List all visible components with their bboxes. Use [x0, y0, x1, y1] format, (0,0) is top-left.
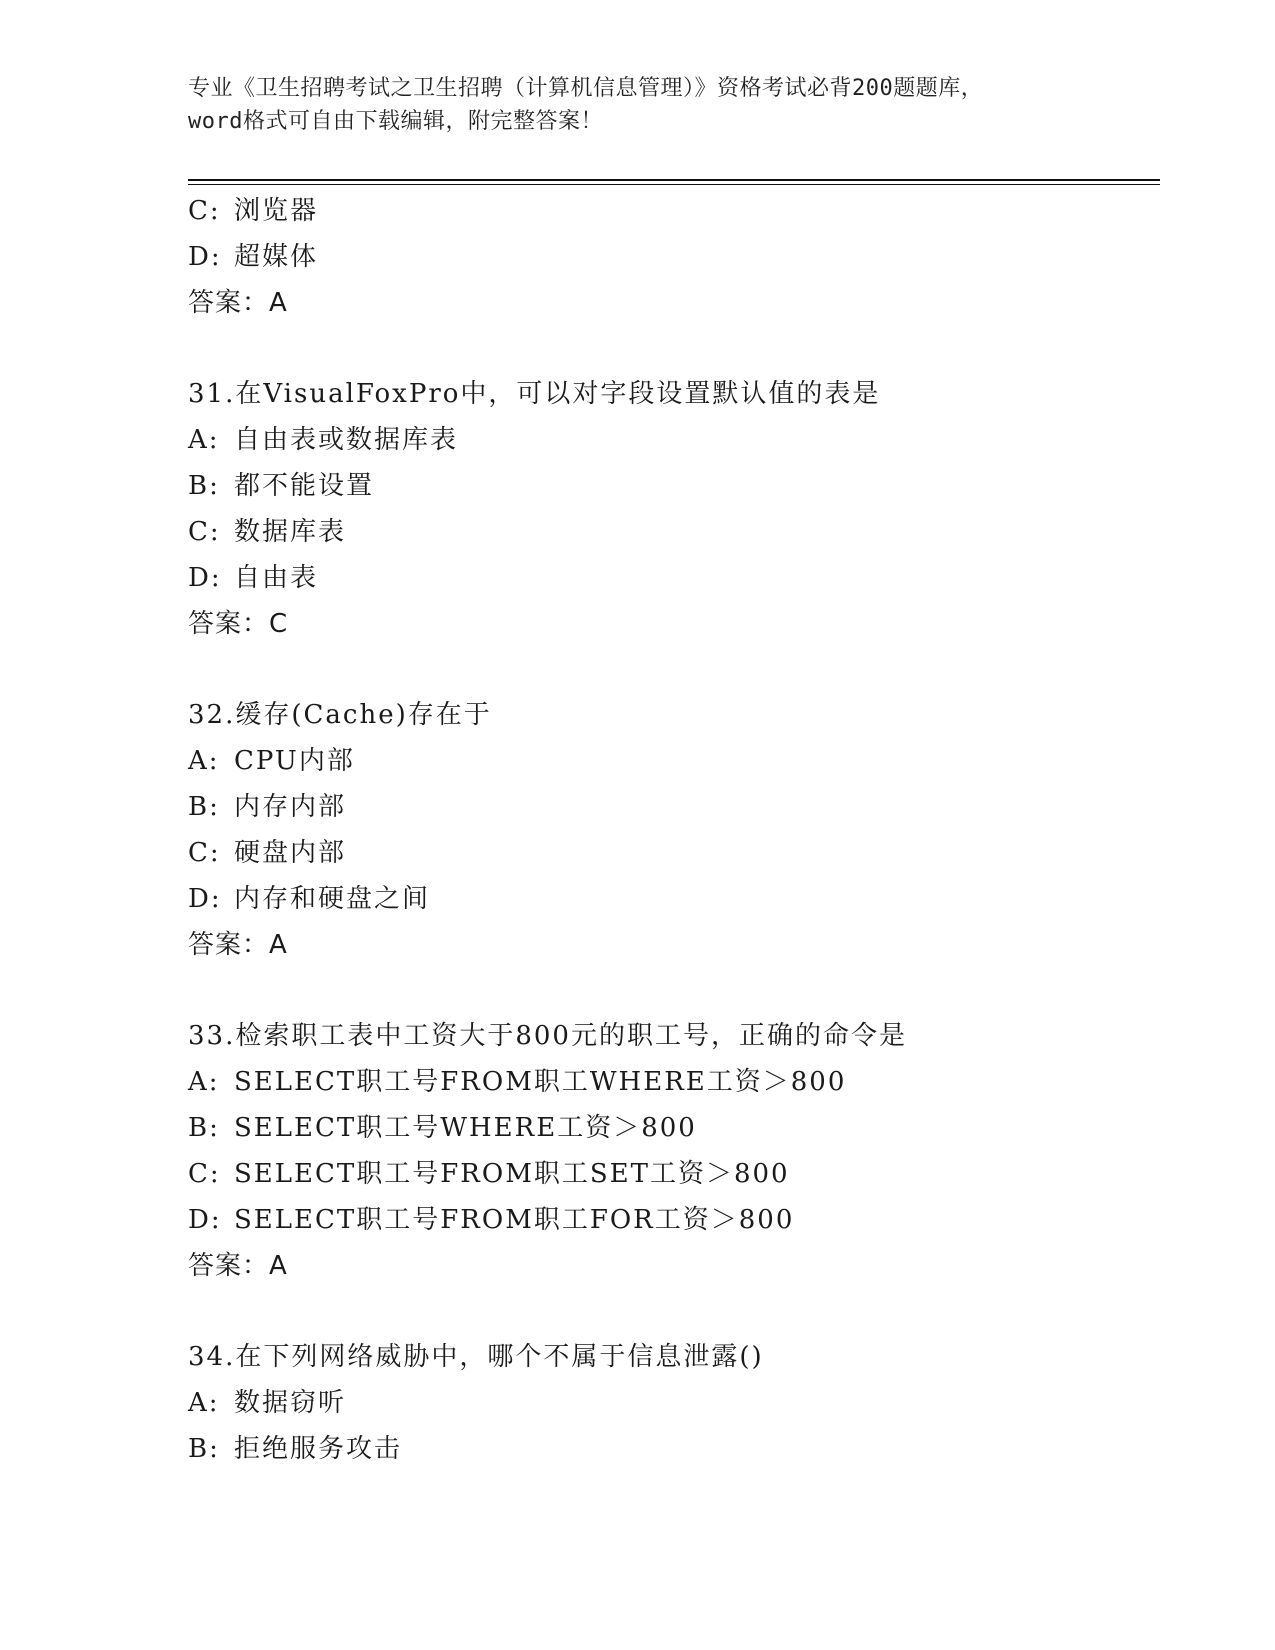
option-key: A:: [188, 1388, 220, 1418]
option-key: D:: [188, 884, 222, 914]
option-key: A:: [188, 746, 220, 776]
question-stem: 31.在VisualFoxPro中，可以对字段设置默认值的表是: [188, 379, 881, 409]
option-text: 硬盘内部: [234, 838, 347, 868]
option-text: SELECT职工号FROM职工SET工资＞800: [234, 1159, 790, 1189]
option-text: 浏览器: [234, 196, 319, 226]
question-32: [188, 692, 1168, 968]
option-line: [188, 1426, 1168, 1472]
option-key: A:: [188, 1067, 220, 1097]
option-line: [188, 1151, 1168, 1197]
option-line: [188, 234, 1168, 280]
header-line-2: word格式可自由下载编辑，附完整答案！: [188, 109, 603, 134]
option-line: [188, 784, 1168, 830]
answer-line: 答案：A: [188, 930, 288, 960]
option-key: D:: [188, 242, 222, 272]
option-text: 内存和硬盘之间: [234, 884, 431, 914]
question-stem: 34.在下列网络威胁中，哪个不属于信息泄露(): [188, 1342, 764, 1372]
question-stem: 33.检索职工表中工资大于800元的职工号，正确的命令是: [188, 1021, 907, 1051]
option-key: B:: [188, 792, 220, 822]
option-line: [188, 1380, 1168, 1426]
option-text: 超媒体: [234, 242, 319, 272]
option-key: C:: [188, 196, 221, 226]
question-34: [188, 1334, 1168, 1472]
option-key: D:: [188, 563, 222, 593]
question-30-continued: [188, 188, 1168, 326]
option-text: SELECT职工号WHERE工资＞800: [234, 1113, 697, 1143]
option-key: B:: [188, 1113, 220, 1143]
option-text: 自由表: [234, 563, 319, 593]
option-line: [188, 555, 1168, 601]
option-text: CPU内部: [234, 746, 355, 776]
header-line-1: 专业《卫生招聘考试之卫生招聘（计算机信息管理）》资格考试必背200题题库，: [188, 76, 984, 101]
option-text: SELECT职工号FROM职工FOR工资＞800: [234, 1205, 795, 1235]
option-line: [188, 876, 1168, 922]
option-line: [188, 509, 1168, 555]
header-rule-thick: [188, 179, 1160, 181]
question-list: [188, 188, 1168, 1472]
option-line: [188, 1105, 1168, 1151]
option-key: A:: [188, 425, 220, 455]
option-text: 数据窃听: [234, 1388, 347, 1418]
option-line: [188, 1059, 1168, 1105]
option-line: [188, 738, 1168, 784]
option-key: B:: [188, 471, 220, 501]
option-line: [188, 463, 1168, 509]
option-key: C:: [188, 1159, 221, 1189]
spacer: [188, 647, 1168, 692]
option-line: [188, 188, 1168, 234]
spacer: [188, 968, 1168, 1013]
option-key: C:: [188, 517, 221, 547]
option-text: 拒绝服务攻击: [234, 1434, 403, 1464]
option-text: 自由表或数据库表: [234, 425, 459, 455]
option-text: SELECT职工号FROM职工WHERE工资＞800: [234, 1067, 847, 1097]
answer-line: 答案：C: [188, 609, 289, 639]
document-header: [188, 72, 1088, 138]
question-33: [188, 1013, 1168, 1289]
spacer: [188, 1289, 1168, 1334]
option-text: 数据库表: [234, 517, 347, 547]
option-key: D:: [188, 1205, 222, 1235]
header-rule-thin: [188, 184, 1160, 185]
spacer: [188, 326, 1168, 371]
question-stem: 32.缓存(Cache)存在于: [188, 700, 492, 730]
option-text: 都不能设置: [234, 471, 375, 501]
option-text: 内存内部: [234, 792, 347, 822]
option-line: [188, 417, 1168, 463]
question-31: [188, 371, 1168, 647]
option-line: [188, 830, 1168, 876]
option-key: C:: [188, 838, 221, 868]
option-line: [188, 1197, 1168, 1243]
answer-line: 答案：A: [188, 288, 288, 318]
option-key: B:: [188, 1434, 220, 1464]
answer-line: 答案：A: [188, 1251, 288, 1281]
